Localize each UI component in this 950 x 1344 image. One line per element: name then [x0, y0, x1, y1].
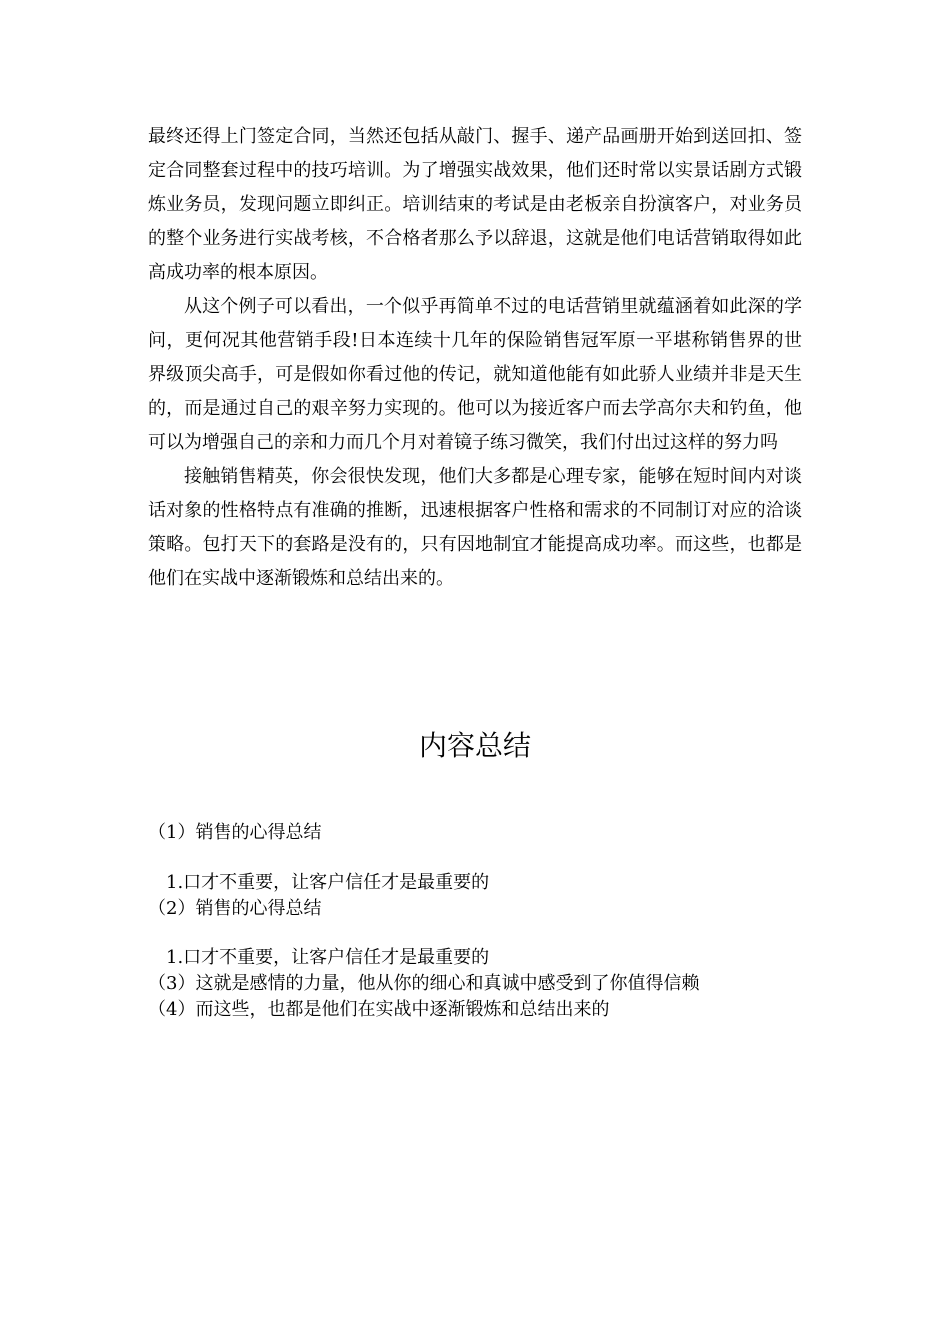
summary-item-1: （1）销售的心得总结 [148, 822, 322, 843]
summary-title: 内容总结 [418, 729, 531, 762]
paragraph-3: 接触销售精英，你会很快发现，他们大多都是心理专家，能够在短时间内对谈话对象的性格特点有准确的推断，迅速根据客户性格和需求的不同制订对应的洽谈策略。包打天下的套路是没有的，只有因地制宜才能提高成功率。而这些，也都是他们在实战中逐渐锻炼和总结出来的。 [148, 466, 802, 589]
summary-item-2: （2）销售的心得总结 [148, 898, 322, 919]
paragraph-2: 从这个例子可以看出，一个似乎再简单不过的电话营销里就蕴涵着如此深的学问，更何况其他营销手段!日本连续十几年的保险销售冠军原一平堪称销售界的世界级顶尖高手，可是假如你看过他的传记，就知道他能有如此骄人业绩并非是天生的，而是通过自己的艰辛努力实现的。他可以为接近客户而去学高尔夫和钓鱼，他可以为增强自己的亲和力而几个月对着镜子练习微笑，我们付出过这样的努力吗 [148, 296, 802, 453]
body-text [148, 120, 802, 596]
summary-subitem-1: 1.口才不重要，让客户信任才是最重要的 [166, 872, 490, 893]
summary-item-4: （4）而这些，也都是他们在实战中逐渐锻炼和总结出来的 [148, 999, 610, 1020]
paragraph-1: 最终还得上门签定合同，当然还包括从敲门、握手、递产品画册开始到送回扣、签定合同整套过程中的技巧培训。为了增强实战效果，他们还时常以实景话剧方式锻炼业务员，发现问题立即纠正。培训结束的考试是由老板亲自扮演客户，对业务员的整个业务进行实战考核，不合格者那么予以辞退，这就是他们电话营销取得如此高成功率的根本原因。 [148, 126, 802, 283]
summary-subitem-2: 1.口才不重要，让客户信任才是最重要的 [166, 947, 490, 968]
summary-item-3: （3）这就是感情的力量，他从你的细心和真诚中感受到了你值得信赖 [148, 973, 700, 994]
